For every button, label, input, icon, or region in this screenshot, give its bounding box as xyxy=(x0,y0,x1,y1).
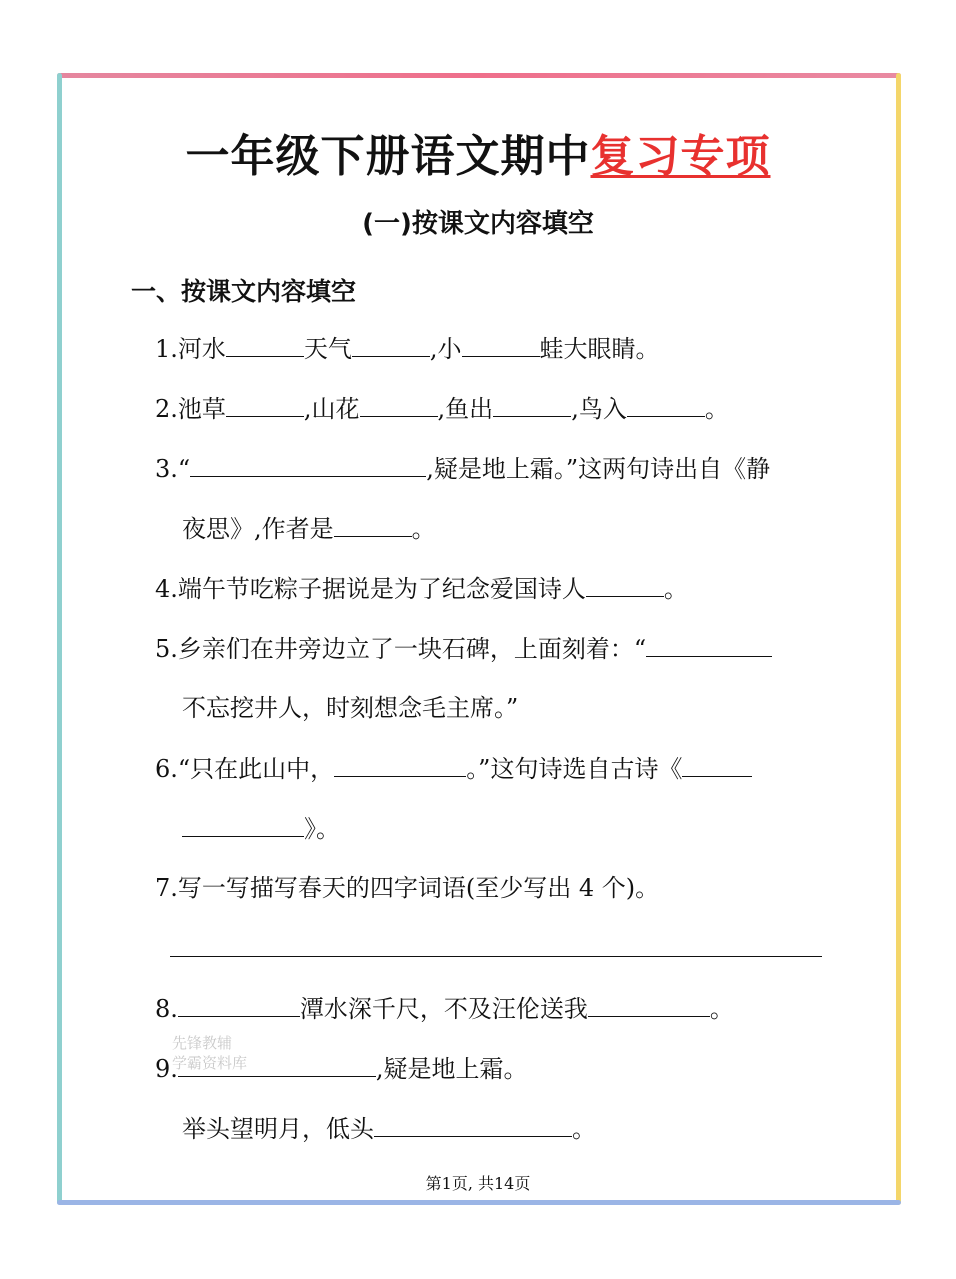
answer-blank[interactable] xyxy=(646,632,772,657)
border-right xyxy=(896,73,901,1205)
question-4: 4.端午节吃粽子据说是为了纪念爱国诗人 。 xyxy=(155,572,688,605)
answer-blank[interactable] xyxy=(462,332,540,357)
title-highlight: 复习专项 xyxy=(590,131,771,182)
section-heading: 一、按课文内容填空 xyxy=(131,277,357,306)
answer-blank[interactable] xyxy=(178,992,300,1017)
question-5: 5.乡亲们在井旁边立了一块石碑，上面刻着：“ xyxy=(155,632,772,665)
question-6-cont: 》。 xyxy=(182,812,340,845)
answer-blank[interactable] xyxy=(586,572,664,597)
answer-blank[interactable] xyxy=(182,812,304,837)
title-main: 一年级下册语文期中 xyxy=(185,131,591,182)
answer-line[interactable] xyxy=(170,956,822,957)
answer-blank[interactable] xyxy=(226,332,304,357)
answer-blank[interactable] xyxy=(226,392,304,417)
question-2: 2.池草 ,山花 ,鱼出 ,鸟入 。 xyxy=(155,392,729,425)
question-9-cont: 举头望明月，低头 。 xyxy=(182,1112,596,1145)
answer-blank[interactable] xyxy=(682,752,752,777)
question-8: 8. 潭水深千尺，不及汪伦送我 。 xyxy=(155,992,734,1025)
border-top xyxy=(57,73,901,78)
answer-blank[interactable] xyxy=(334,512,412,537)
question-5-cont: 不忘挖井人，时刻想念毛主席。” xyxy=(182,694,519,722)
page-footer: 第1页, 共14页 xyxy=(425,1174,531,1193)
answer-blank[interactable] xyxy=(493,392,571,417)
border-bottom xyxy=(57,1200,901,1205)
answer-blank[interactable] xyxy=(374,1112,572,1137)
answer-blank[interactable] xyxy=(588,992,710,1017)
page-subtitle: (一)按课文内容填空 xyxy=(362,209,594,239)
page-title xyxy=(0,120,956,184)
answer-blank[interactable] xyxy=(352,332,430,357)
watermark: 先锋教辅 学霸资料库 xyxy=(172,1034,248,1072)
answer-blank[interactable] xyxy=(190,452,426,477)
question-1: 1.河水 天气 ,小 蛙大眼睛。 xyxy=(155,332,660,365)
question-3: 3.“ ,疑是地上霜。”这两句诗出自《静 xyxy=(155,452,770,485)
border-left xyxy=(57,73,62,1205)
answer-blank[interactable] xyxy=(360,392,438,417)
question-3-cont: 夜思》,作者是 。 xyxy=(182,512,436,545)
answer-blank[interactable] xyxy=(627,392,705,417)
answer-blank[interactable] xyxy=(334,752,466,777)
question-7: 7.写一写描写春天的四字词语(至少写出 4 个)。 xyxy=(155,874,660,902)
question-9: 9. ,疑是地上霜。 xyxy=(155,1052,528,1085)
question-6: 6.“只在此山中， 。”这句诗选自古诗《 xyxy=(155,752,752,785)
